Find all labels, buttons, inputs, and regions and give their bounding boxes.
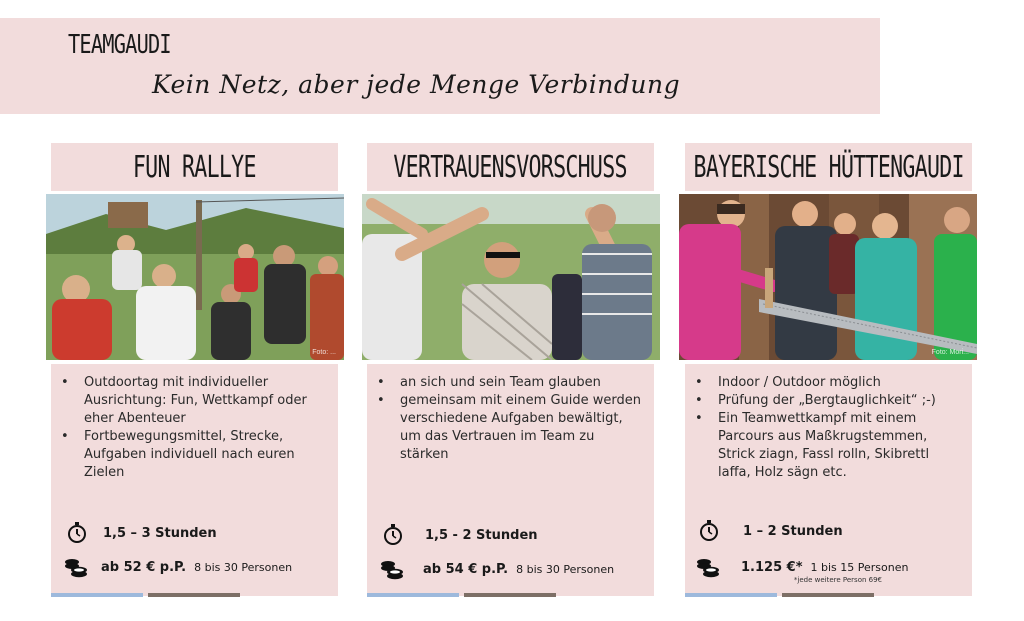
stopwatch-icon [697,518,723,544]
price-row [379,556,654,582]
accent-bar-gray [148,593,240,597]
accent-bar-gray [782,593,874,597]
duration-text: 1,5 - 2 Stunden [425,527,538,543]
photo-vertrauensvorschuss [362,194,660,360]
info-box-vertrauensvorschuss [367,364,654,596]
price-text: ab 52 € p.P. [101,559,187,575]
price-text: ab 54 € p.P. [423,561,509,577]
duration-row [381,522,654,548]
duration-row [697,518,972,544]
price-text: 1.125 €* [741,559,803,575]
photo-credit: Foto: Mori... [931,349,969,356]
card-title: VERTRAUENSVORSCHUSS [393,149,628,185]
page-tagline: Kein Netz, aber jede Menge Verbindung [152,70,681,99]
card-title-band-fun-rallye [51,143,338,191]
list-item: • Prüfung der „Bergtauglichkeit“ ;-) [685,392,964,410]
bullet-list [685,364,972,482]
duration-row [65,520,338,546]
price-row [63,554,338,580]
card-title: BAYERISCHE HÜTTENGAUDI [693,149,964,185]
accent-bar-blue [685,593,777,597]
stopwatch-icon [381,522,407,548]
price-footnote: *jede weitere Person 69€ [793,576,882,584]
coins-icon [695,554,721,580]
card-title: FUN RALLYE [133,149,256,185]
list-item: • Outdoortag mit individueller Ausrichtung: Fun, Wettkampf oder eher Abenteuer [51,374,330,428]
card-title-band-huettengaudi [685,143,972,191]
coins-icon [379,556,405,582]
persons-text: 1 bis 15 Personen [810,560,909,574]
photo-huettengaudi [679,194,977,360]
card-title-band-vertrauensvorschuss [367,143,654,191]
duration-text: 1 – 2 Stunden [743,523,843,539]
coins-icon [63,554,89,580]
list-item: • Indoor / Outdoor möglich [685,374,964,392]
info-box-fun-rallye [51,364,338,596]
photo-fun-rallye [46,194,344,360]
stopwatch-icon [65,520,91,546]
list-item: • Ein Teamwettkampf mit einem Parcours aus Maßkrugstemmen, Strick ziagn, Fassl rolln, Skibrettl laffa, Holz sägn etc. [685,410,964,482]
list-item: • gemeinsam mit einem Guide werden verschiedene Aufgaben bewältigt, um das Vertrauen im Team zu stärken [367,392,646,464]
bullet-list [51,364,338,482]
accent-bar-gray [464,593,556,597]
bullet-list [367,364,654,464]
list-item: • Fortbewegungsmittel, Strecke, Aufgaben individuell nach euren Zielen [51,428,330,482]
persons-text: 8 bis 30 Personen [194,560,293,574]
persons-text: 8 bis 30 Personen [516,562,615,576]
accent-bar-blue [51,593,143,597]
list-item: • an sich und sein Team glauben [367,374,646,392]
duration-text: 1,5 – 3 Stunden [103,525,217,541]
accent-bar-blue [367,593,459,597]
photo-credit: Foto: ... [312,349,336,356]
info-box-huettengaudi [685,364,972,596]
page-title: TEAMGAUDI [68,30,171,60]
